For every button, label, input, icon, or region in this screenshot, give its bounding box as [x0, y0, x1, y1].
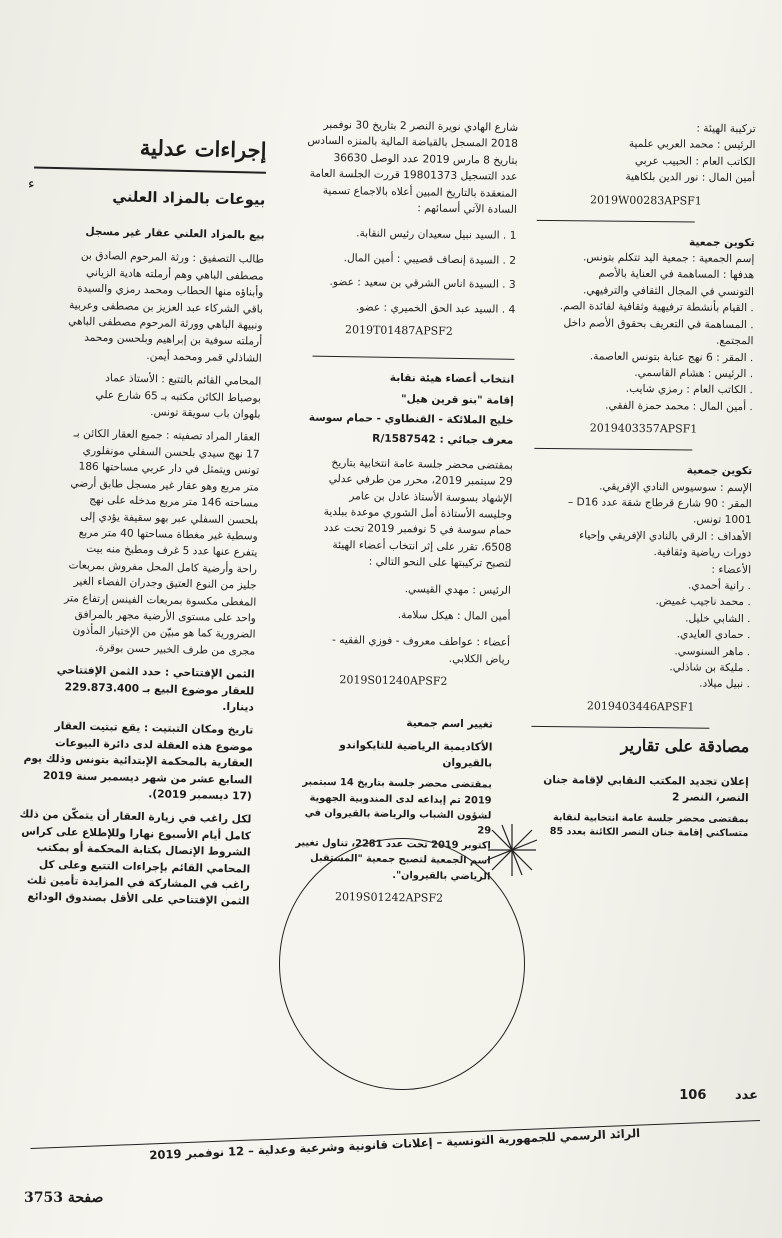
text-line: تونس ويتمثل في دار عربي مساحتها 186 — [78, 460, 260, 477]
text-line: . المقر : 6 نهج عنابة بتونس العاصمة. — [589, 349, 754, 364]
role-line: الرئيس : مهدي القيسي. — [404, 582, 511, 597]
text-line: المحامي القائم بالتتبع : الأستاذ عماد — [105, 372, 262, 388]
paragraph — [17, 807, 251, 911]
text-line: متر مربع وهو عقار غير مسجل طابق أرضي — [70, 477, 259, 494]
paragraph — [23, 425, 260, 660]
ink-mark: ء — [28, 176, 35, 192]
text-line: . أمين المال : محمد حمزة الفقي. — [605, 399, 753, 413]
section-banner: إجراءات عدلية — [34, 129, 267, 173]
text-line: اكتوبر 2019 تحت عدد 2281، تناول تغيير — [295, 837, 491, 852]
sub-banner: بيوعات بالمزاد العلني — [112, 188, 266, 209]
text-line: 2019 تم إيداعه لدى المندوبية الجهوية — [309, 792, 492, 807]
text-line: . مليكة بن شاذلي. — [669, 661, 751, 675]
text-line: المنعقدة بالتاريخ المبين أعلاه بالاجماع تسمية — [322, 184, 518, 200]
section-title: تكوين جمعية — [688, 236, 755, 249]
sale-title: بيع بالمزاد العلني عقار غير مسجل — [85, 225, 265, 242]
text-line: للعقار موضوع البيع بـ 229.873.400 — [64, 680, 255, 698]
text-line: 1001 تونس. — [692, 513, 752, 527]
text-line: الأهداف : الرقي بالنادي الإفريقي وإحياء — [579, 529, 752, 543]
rename-subtitle: الأكاديمية الرياضية للتايكواندو بالقيروان — [339, 738, 493, 770]
text-line: الرئيس : محمد العربي علمية — [628, 138, 756, 152]
left-column — [17, 129, 267, 917]
text-line: جليز من النوع العتيق وجدران الفضاء الغير — [73, 575, 257, 592]
text-line: . محمد ناجيب غميض. — [655, 595, 751, 609]
page-value: 3753 — [24, 1190, 63, 1206]
text-line: الشاذلي قمر ومحمد أيمن. — [146, 349, 262, 365]
text-line: . الشابي خليل. — [685, 612, 751, 625]
text-line: الثمن الإفتتاحي : حدد الثمن الإفتتاحي — [56, 664, 255, 681]
text-line: وجليسه الأستاذة أمل الشوري موعدة ببلدية — [323, 505, 513, 521]
issue-number — [679, 1088, 758, 1103]
text-line: . الرئيس : هشام القاسمي. — [634, 366, 754, 381]
paragraph — [28, 369, 261, 423]
text-line: 17 نهج سيدي بلحسن السفلي مونفلوري — [82, 444, 260, 461]
text-line: السابع عشر من شهر ديسمبر سنة 2019 — [42, 769, 253, 787]
report-title-line: النصر، النصر 2 — [671, 791, 749, 805]
assoc-block-2 — [532, 461, 753, 716]
text-line: أرملته سوفية بن إبراهيم وبلحسن ومحمد — [84, 332, 263, 349]
paragraph — [20, 718, 254, 805]
report-block — [530, 772, 749, 843]
member-item: 2 . السيدة إنصاف قصيبي : أمين المال. — [343, 251, 517, 267]
text-line: وأبناؤه منها الحطاب ومحمد رمزي والسيدة — [77, 282, 264, 299]
text-line: . نبيل ميلاد. — [699, 678, 750, 691]
text-line: الإسم : سوسيوس النادي الإفريقي. — [599, 480, 752, 494]
text-line: 29 سبتمبر 2019، محرر من طرفي عدلي — [328, 473, 513, 488]
issue-label: عدد — [734, 1088, 758, 1103]
composition-block — [537, 119, 756, 187]
text-line: لشؤون الشباب والرياضة بالقيروان في 29 — [304, 807, 492, 837]
rename-title: تغيير اسم جمعية — [406, 717, 493, 731]
text-line: بمقتضى محضر جلسة بتاريخ 14 سبتمبر — [302, 777, 492, 792]
election-title: إقامة "بنو قرين هيل" — [401, 392, 514, 407]
member-item: 3 . السيدة اناس الشرقي بن سعيد : عضو. — [329, 276, 516, 292]
text-line: مساحته 146 متر مربع مدخله على نهج — [89, 493, 259, 510]
text-line: الثمن الإفتتاحي على الأقل بصندوق الودائع — [27, 890, 250, 908]
text-line: . القيام بأنشطة ترفيهية وثقافية لفائدة الصم. — [559, 300, 754, 315]
registration-code: 2019T01487APSF2 — [344, 323, 453, 338]
text-line: المقر : 90 شارع قرطاج شقة عدد D16 – — [567, 496, 752, 511]
election-title: معرف جبائي : 1587542/R — [372, 432, 514, 448]
text-line: المحامي القائم بإجراءات التتبع وعلى كل — [38, 858, 251, 876]
text-line: الأعضاء : — [711, 563, 752, 576]
text-line: لكل راغب في زيارة العقار أن يتمكّن من ذلك — [19, 808, 252, 826]
text-line: الشروط الإتصال بكتابة المحكمة أو بمكتب — [36, 841, 251, 859]
text-line: . الكاتب العام : رمزي شايب. — [625, 383, 754, 397]
text-line: كامل أيام الأسبوع نهارا وللإطلاع على كراس — [21, 825, 252, 843]
divider — [531, 726, 709, 729]
hand-drawn-star-icon — [482, 820, 542, 880]
role-line: أمين المال : هيكل سلامة. — [397, 609, 511, 623]
right-column — [530, 119, 756, 842]
text-line: هدفها : المساهمة في العناية بالأصم — [598, 268, 755, 282]
text-line: إسم الجمعية : جمعية اليد تتكلم بتونس. — [582, 251, 755, 266]
members-list — [283, 225, 516, 318]
text-line: بلحسن السفلي عبر بهو سقيفة يؤدي إلى — [80, 510, 259, 527]
assoc-block-1 — [534, 233, 754, 439]
text-line: دينارا. — [222, 700, 254, 714]
text-line: دورات رياضية وثقافية. — [653, 546, 752, 560]
text-line: حمام سوسة في 5 نوفمبر 2019 تحت عدد — [323, 522, 512, 538]
issue-value: 106 — [679, 1088, 707, 1103]
text-line: باقي الشركاء عبد العزيز بن مصطفى وعربية — [68, 298, 264, 316]
divider — [534, 448, 692, 451]
member-item: 1 . السيد نبيل سعيدان رئيس النقابة. — [356, 227, 517, 243]
text-line: . ماهر السنوسي. — [674, 644, 751, 658]
text-line: بوصباط الكائن مكتبه بـ 65 شارع علي — [95, 388, 262, 405]
text-line: تركيبة الهيئة : — [696, 122, 756, 136]
text-line: . حمادي العايدي. — [676, 628, 751, 642]
text-line: الرياضي بالقيروان". — [392, 869, 491, 883]
text-line: المجتمع. — [715, 334, 754, 348]
text-line: عدد التسجيل 19801373 قررت الجلسة العامة — [309, 167, 518, 184]
text-line: بمقتضى محضر جلسة عامة انتخابية بتاريخ — [331, 456, 513, 472]
text-line: مجرى من طرف الخبير حسن بوقرة. — [94, 641, 256, 658]
text-line: . المساهمة في التعريف بحقوق الأصم داخل — [563, 316, 754, 331]
text-line: . رانية أحمدي. — [688, 579, 751, 593]
registration-code: 2019W00283APSF1 — [589, 193, 702, 208]
text-line: التونسي في المجال الثقافي والترفيهي. — [582, 284, 755, 299]
text-line: وسطية غير مغطاة مساحتها 40 متر مربع — [78, 526, 258, 543]
text-line: طالب التصفيق : ورثة المرحوم الصادق بن — [80, 249, 265, 267]
text-line: ونبيهة الباهي وورثة المرحوم مصطفى الباهي — [68, 315, 263, 332]
section-title: تكوين جمعية — [686, 464, 753, 478]
text-line: بلهوان باب سويقة تونس. — [150, 406, 261, 421]
page-number — [24, 1190, 103, 1206]
reports-heading: مصادقة على تقارير — [620, 735, 750, 757]
election-block — [277, 368, 514, 691]
text-line: الضرورية كما هو مبيّن من الإختبار المأذون — [72, 624, 256, 641]
text-line: الإشهاد بسوسة الأستاذ عادل بن عامر — [349, 489, 513, 505]
registration-code: 2019403357APSF1 — [589, 421, 698, 436]
report-title-line: إعلان تجديد المكتب النقابي لإقامة جنان — [543, 773, 749, 788]
text-line: المغطى مكسوة بمربعات الفينس إرتفاع متر — [64, 591, 257, 609]
text-line: واحد على مستوى الأرضية مجهر بالمرافق — [74, 608, 257, 625]
text-line: السادة الآتي أسمائهم : — [417, 202, 517, 216]
registration-code: 2019403446APSF1 — [586, 699, 695, 714]
middle-column — [274, 116, 519, 917]
text-line: شارع الهادي نويرة النصر 2 بتاريخ 30 نوفمبر — [323, 118, 519, 134]
text-line: العقارية بالمحكمة الإبتدائية بتونس وذلك يوم — [23, 752, 253, 770]
text-line: راحة وأرضية كامل المحل مفروش بمربعات — [68, 559, 258, 576]
election-title: انتخاب أعضاء هيئة نقابة — [389, 371, 515, 386]
text-line: 2018 المسجل بالقباضة المالية بالمنزه السادس — [307, 134, 518, 151]
text-line: أمين المال : نور الدين بلكاهية — [625, 171, 756, 185]
text-line: مصطفى الباهي وهم أرملته هادية الزياني — [85, 266, 264, 283]
report-body-line: بمقتضى محضر جلسة عامة انتخابية لنقابة — [552, 811, 749, 825]
election-title: خليج الملائكة - القنطاوي - حمام سوسة — [308, 411, 514, 427]
role-line: رياض الكلابي. — [448, 652, 510, 666]
text-line: يتفرع عنها عدد 5 غرف ومطبخ منه بيت — [86, 543, 258, 559]
journal-name: الرائد الرسمي للجمهورية التونسية – إعلانات قانونية وشرعية وعدلية – 12 نوفمبر 2019 — [149, 1126, 641, 1163]
text-line: العقار المراد تصفيته : جميع العقار الكائن بـ — [73, 427, 261, 445]
divider — [537, 220, 695, 223]
text-line: راغب في المشاركة في المزايدة تأمين ثلث — [26, 874, 250, 892]
text-line: (17 ديسمبر 2019). — [148, 788, 252, 803]
text-line: تاريخ ومكان التبتيت : يقع تبتيت العقار — [54, 720, 254, 737]
text-line: بتاريخ 8 مارس 2019 عدد الوصل 36630 — [333, 151, 518, 167]
registration-code: 2019S01240APSF2 — [339, 673, 448, 689]
intro-block — [285, 116, 519, 218]
text-line: اسم الجمعية لتصبح جمعية "المستقبل — [310, 853, 491, 867]
text-line: لتصبح تركيبتها على النحو التالي : — [368, 555, 512, 570]
member-item: 4 . السيد عبد الحق الخميري : عضو. — [355, 301, 516, 316]
role-line: أعضاء : عواطف معروف - فوزي الفقيه - — [331, 634, 511, 650]
registration-code: 2019S01242APSF2 — [334, 889, 444, 905]
text-line: 6508، تقرر على إثر انتخاب أعضاء الهيئة — [332, 538, 512, 554]
paragraph — [22, 662, 255, 716]
text-line: الكاتب العام : الحبيب عربي — [634, 154, 756, 168]
page-label: صفحة — [67, 1190, 104, 1206]
text-line: موضوع هذه العقلة لدى دائرة البيوعات — [54, 736, 254, 754]
report-body-line: متساكني إقامة جنان النصر الكائنة بعدد 85 — [549, 826, 749, 840]
paragraph — [30, 247, 265, 367]
divider — [313, 356, 515, 360]
